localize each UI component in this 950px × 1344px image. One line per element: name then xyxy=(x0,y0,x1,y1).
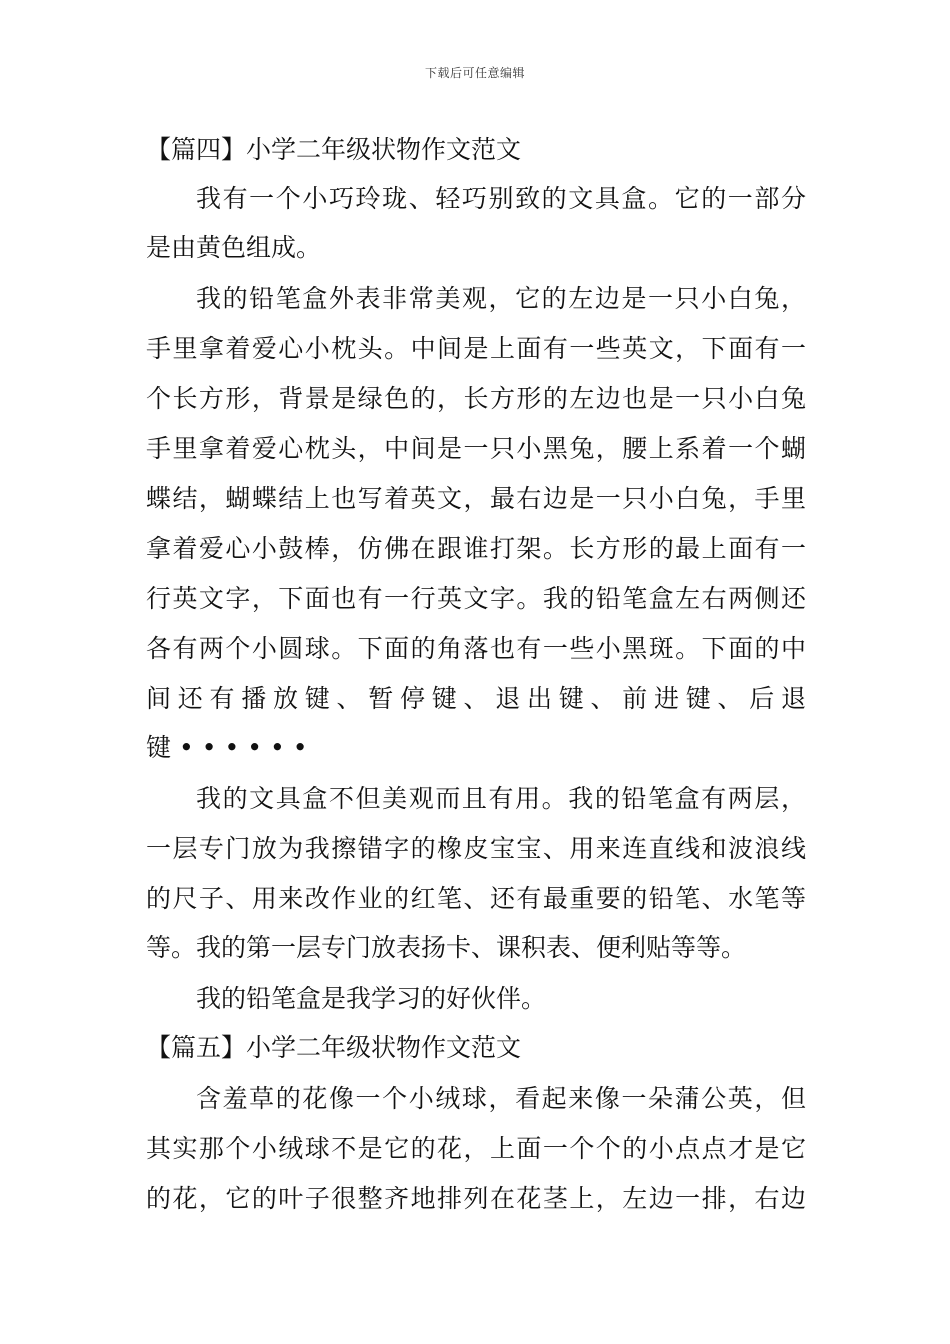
paragraph-line: 我有一个小巧玲珑、轻巧别致的文具盒。它的一部分 xyxy=(196,184,806,213)
paragraph-line: 的尺子、用来改作业的红笔、还有最重要的铅笔、水笔等 xyxy=(146,884,806,913)
paragraph-line: 个长方形，背景是绿色的，长方形的左边也是一只小白兔 xyxy=(146,384,806,413)
paragraph-line: 一层专门放为我擦错字的橡皮宝宝、用来连直线和波浪线 xyxy=(146,834,806,863)
paragraph-line: 拿着爱心小鼓棒，仿佛在跟谁打架。长方形的最上面有一 xyxy=(146,534,806,563)
paragraph-line: 我的文具盒不但美观而且有用。我的铅笔盒有两层， xyxy=(196,784,806,813)
paragraph-line: 等。我的第一层专门放表扬卡、课积表、便利贴等等。 xyxy=(146,933,747,962)
paragraph-line: 是由黄色组成。 xyxy=(146,233,322,262)
paragraph-line: 键•••••• xyxy=(146,733,316,762)
section-heading: 【篇五】小学二年级状物作文范文 xyxy=(146,1033,522,1062)
paragraph-line: 蝶结，蝴蝶结上也写着英文，最右边是一只小白兔，手里 xyxy=(146,484,806,513)
page-header: 下载后可任意编辑 xyxy=(424,66,525,80)
paragraph-line: 我的铅笔盒是我学习的好伙伴。 xyxy=(196,984,547,1013)
paragraph-line: 各有两个小圆球。下面的角落也有一些小黑斑。下面的中 xyxy=(146,634,806,663)
paragraph-line: 手里拿着爱心小枕头。中间是上面有一些英文，下面有一 xyxy=(146,334,806,363)
paragraph-line: 手里拿着爱心枕头，中间是一只小黑兔，腰上系着一个蝴 xyxy=(146,434,806,463)
paragraph-line: 含羞草的花像一个小绒球，看起来像一朵蒲公英，但 xyxy=(196,1084,806,1113)
section-heading: 【篇四】小学二年级状物作文范文 xyxy=(146,135,522,164)
paragraph-line: 我的铅笔盒外表非常美观，它的左边是一只小白兔， xyxy=(196,284,806,313)
paragraph-line: 行英文字，下面也有一行英文字。我的铅笔盒左右两侧还 xyxy=(146,584,806,613)
paragraph-line: 间还有播放键、暂停键、退出键、前进键、后退 xyxy=(146,684,806,713)
paragraph-line: 其实那个小绒球不是它的花，上面一个个的小点点才是它 xyxy=(146,1134,806,1163)
paragraph-line: 的花，它的叶子很整齐地排列在花茎上，左边一排，右边 xyxy=(146,1184,806,1213)
